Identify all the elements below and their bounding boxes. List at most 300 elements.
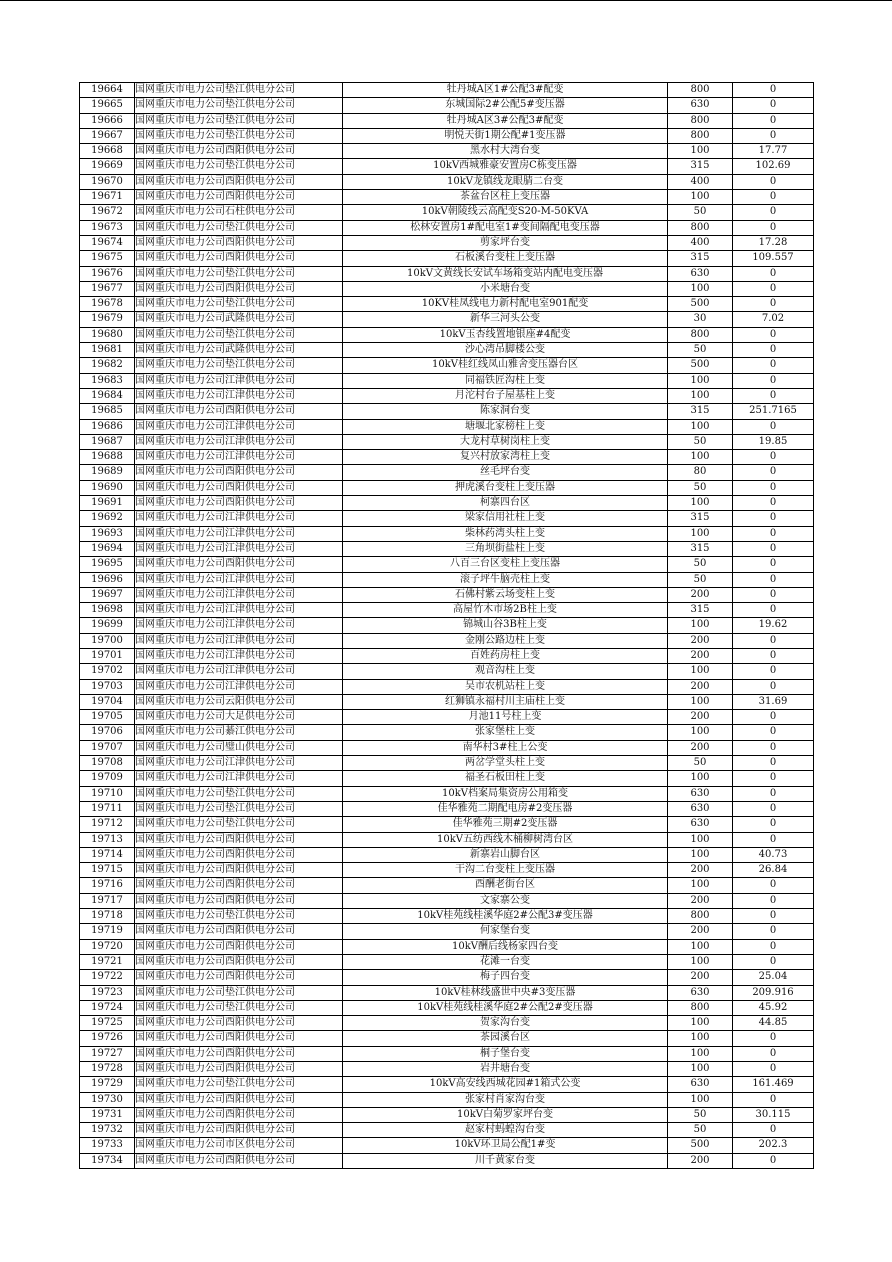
transformer-name-cell: 南华村3#柱上公变	[343, 740, 668, 755]
company-cell: 国网重庆市电力公司江津供电分公司	[135, 572, 343, 587]
row-id-cell: 19711	[80, 801, 135, 816]
company-cell: 国网重庆市电力公司酉阳供电分公司	[135, 1031, 343, 1046]
transformer-name-cell: 黑水村大湾台变	[343, 144, 668, 159]
table-row	[80, 817, 814, 832]
capacity-cell: 100	[668, 1062, 733, 1077]
company-cell: 国网重庆市电力公司江津供电分公司	[135, 664, 343, 679]
table-row	[80, 679, 814, 694]
row-id-cell: 19720	[80, 939, 135, 954]
table-row	[80, 450, 814, 465]
value-cell: 0	[733, 725, 814, 740]
company-cell: 国网重庆市电力公司云阳供电分公司	[135, 694, 343, 709]
capacity-cell: 200	[668, 863, 733, 878]
capacity-cell: 315	[668, 603, 733, 618]
table-row	[80, 1000, 814, 1015]
table-row	[80, 587, 814, 602]
company-cell: 国网重庆市电力公司江津供电分公司	[135, 587, 343, 602]
transformer-name-cell: 丝毛坪台变	[343, 465, 668, 480]
value-cell: 0	[733, 572, 814, 587]
company-cell: 国网重庆市电力公司酉阳供电分公司	[135, 404, 343, 419]
table-row	[80, 1092, 814, 1107]
transformer-name-cell: 10kV西城雅豪安置房C栋变压器	[343, 159, 668, 174]
transformer-name-cell: 红狮镇永福村川主庙柱上变	[343, 694, 668, 709]
transformer-name-cell: 石佛村紫云场变柱上变	[343, 587, 668, 602]
row-id-cell: 19698	[80, 603, 135, 618]
table-row	[80, 98, 814, 113]
table-row	[80, 557, 814, 572]
value-cell: 0	[733, 1153, 814, 1168]
table-row	[80, 786, 814, 801]
capacity-cell: 200	[668, 710, 733, 725]
table-row	[80, 572, 814, 587]
row-id-cell: 19670	[80, 174, 135, 189]
transformer-name-cell: 吴市农机站柱上变	[343, 679, 668, 694]
capacity-cell: 630	[668, 786, 733, 801]
company-cell: 国网重庆市电力公司酉阳供电分公司	[135, 465, 343, 480]
capacity-cell: 630	[668, 1077, 733, 1092]
row-id-cell: 19717	[80, 893, 135, 908]
row-id-cell: 19686	[80, 419, 135, 434]
table-row	[80, 312, 814, 327]
table-row	[80, 128, 814, 143]
row-id-cell: 19702	[80, 664, 135, 679]
company-cell: 国网重庆市电力公司江津供电分公司	[135, 679, 343, 694]
company-cell: 国网重庆市电力公司酉阳供电分公司	[135, 893, 343, 908]
value-cell: 30.115	[733, 1107, 814, 1122]
table-row	[80, 266, 814, 281]
company-cell: 国网重庆市电力公司江津供电分公司	[135, 511, 343, 526]
capacity-cell: 400	[668, 174, 733, 189]
capacity-cell: 80	[668, 465, 733, 480]
table-row	[80, 541, 814, 556]
capacity-cell: 100	[668, 496, 733, 511]
value-cell: 0	[733, 98, 814, 113]
value-cell: 0	[733, 174, 814, 189]
capacity-cell: 50	[668, 572, 733, 587]
company-cell: 国网重庆市电力公司垫江供电分公司	[135, 985, 343, 1000]
value-cell: 0	[733, 1062, 814, 1077]
transformer-name-cell: 10kV桂苑线桂溪华庭2#公配3#变压器	[343, 909, 668, 924]
company-cell: 国网重庆市电力公司大足供电分公司	[135, 710, 343, 725]
row-id-cell: 19716	[80, 878, 135, 893]
table-row	[80, 526, 814, 541]
table-row	[80, 1123, 814, 1138]
value-cell: 0	[733, 113, 814, 128]
company-cell: 国网重庆市电力公司酉阳供电分公司	[135, 863, 343, 878]
transformer-name-cell: 10kV高安线西城花园#1箱式公变	[343, 1077, 668, 1092]
row-id-cell: 19692	[80, 511, 135, 526]
row-id-cell: 19715	[80, 863, 135, 878]
table-row	[80, 297, 814, 312]
table-row	[80, 1077, 814, 1092]
transformer-name-cell: 沙心湾吊脚楼公变	[343, 343, 668, 358]
company-cell: 国网重庆市电力公司酉阳供电分公司	[135, 1092, 343, 1107]
value-cell: 0	[733, 939, 814, 954]
company-cell: 国网重庆市电力公司垫江供电分公司	[135, 909, 343, 924]
capacity-cell: 100	[668, 694, 733, 709]
capacity-cell: 500	[668, 1138, 733, 1153]
transformer-name-cell: 10kV文黄线长安试车场箱变站内配电变压器	[343, 266, 668, 281]
company-cell: 国网重庆市电力公司綦江供电分公司	[135, 725, 343, 740]
row-id-cell: 19726	[80, 1031, 135, 1046]
table-row	[80, 83, 814, 98]
table-row	[80, 1046, 814, 1061]
transformer-name-cell: 梁家信用社柱上变	[343, 511, 668, 526]
row-id-cell: 19688	[80, 450, 135, 465]
row-id-cell: 19721	[80, 954, 135, 969]
value-cell: 0	[733, 817, 814, 832]
table-row	[80, 1153, 814, 1168]
value-cell: 0	[733, 373, 814, 388]
transformer-name-cell: 10kV环卫局公配1#变	[343, 1138, 668, 1153]
row-id-cell: 19719	[80, 924, 135, 939]
capacity-cell: 100	[668, 954, 733, 969]
row-id-cell: 19669	[80, 159, 135, 174]
transformer-name-cell: 剪家坪台变	[343, 235, 668, 250]
value-cell: 44.85	[733, 1016, 814, 1031]
value-cell: 0	[733, 710, 814, 725]
row-id-cell: 19731	[80, 1107, 135, 1122]
row-id-cell: 19678	[80, 297, 135, 312]
transformer-name-cell: 10kV玉杏线置地银座#4配变	[343, 327, 668, 342]
table-row	[80, 327, 814, 342]
company-cell: 国网重庆市电力公司江津供电分公司	[135, 373, 343, 388]
company-cell: 国网重庆市电力公司酉阳供电分公司	[135, 924, 343, 939]
row-id-cell: 19687	[80, 434, 135, 449]
row-id-cell: 19694	[80, 541, 135, 556]
table-row	[80, 863, 814, 878]
company-cell: 国网重庆市电力公司酉阳供电分公司	[135, 878, 343, 893]
company-cell: 国网重庆市电力公司酉阳供电分公司	[135, 1153, 343, 1168]
value-cell: 0	[733, 648, 814, 663]
value-cell: 0	[733, 832, 814, 847]
value-cell: 0	[733, 1031, 814, 1046]
capacity-cell: 200	[668, 587, 733, 602]
transformer-name-cell: 张家村肖家沟台变	[343, 1092, 668, 1107]
capacity-cell: 100	[668, 1031, 733, 1046]
capacity-cell: 200	[668, 924, 733, 939]
table-row	[80, 480, 814, 495]
transformer-name-cell: 梅子四台变	[343, 970, 668, 985]
transformer-name-cell: 锦城山谷3B柱上变	[343, 618, 668, 633]
value-cell: 0	[733, 128, 814, 143]
transformer-name-cell: 金刚公路边柱上变	[343, 633, 668, 648]
table-row	[80, 235, 814, 250]
table-row	[80, 832, 814, 847]
capacity-cell: 100	[668, 725, 733, 740]
company-cell: 国网重庆市电力公司垫江供电分公司	[135, 327, 343, 342]
company-cell: 国网重庆市电力公司江津供电分公司	[135, 526, 343, 541]
value-cell: 0	[733, 664, 814, 679]
capacity-cell: 100	[668, 450, 733, 465]
transformer-name-cell: 10kV酬后线杨家四台变	[343, 939, 668, 954]
table-row	[80, 954, 814, 969]
transformer-table	[79, 82, 814, 1169]
transformer-name-cell: 月池11号柱上变	[343, 710, 668, 725]
capacity-cell: 800	[668, 327, 733, 342]
row-id-cell: 19667	[80, 128, 135, 143]
row-id-cell: 19696	[80, 572, 135, 587]
row-id-cell: 19712	[80, 817, 135, 832]
table-row	[80, 251, 814, 266]
row-id-cell: 19706	[80, 725, 135, 740]
transformer-name-cell: 花滩一台变	[343, 954, 668, 969]
company-cell: 国网重庆市电力公司酉阳供电分公司	[135, 847, 343, 862]
capacity-cell: 200	[668, 970, 733, 985]
transformer-name-cell: 贺家沟台变	[343, 1016, 668, 1031]
value-cell: 0	[733, 557, 814, 572]
company-cell: 国网重庆市电力公司酉阳供电分公司	[135, 144, 343, 159]
value-cell: 0	[733, 603, 814, 618]
value-cell: 0	[733, 801, 814, 816]
transformer-name-cell: 高屋竹木市场2B柱上变	[343, 603, 668, 618]
transformer-name-cell: 何家堡台变	[343, 924, 668, 939]
row-id-cell: 19695	[80, 557, 135, 572]
value-cell: 102.69	[733, 159, 814, 174]
transformer-name-cell: 八百三台区变柱上变压器	[343, 557, 668, 572]
table-row	[80, 220, 814, 235]
table-row	[80, 343, 814, 358]
capacity-cell: 100	[668, 526, 733, 541]
row-id-cell: 19729	[80, 1077, 135, 1092]
table-row	[80, 373, 814, 388]
transformer-name-cell: 赵家村蚂蝗沟台变	[343, 1123, 668, 1138]
capacity-cell: 50	[668, 557, 733, 572]
table-row	[80, 664, 814, 679]
value-cell: 19.85	[733, 434, 814, 449]
value-cell: 0	[733, 419, 814, 434]
capacity-cell: 100	[668, 1092, 733, 1107]
table-row	[80, 710, 814, 725]
company-cell: 国网重庆市电力公司酉阳供电分公司	[135, 557, 343, 572]
transformer-name-cell: 押虎溪台变柱上变压器	[343, 480, 668, 495]
table-row	[80, 358, 814, 373]
value-cell: 17.77	[733, 144, 814, 159]
capacity-cell: 315	[668, 159, 733, 174]
capacity-cell: 630	[668, 985, 733, 1000]
company-cell: 国网重庆市电力公司江津供电分公司	[135, 771, 343, 786]
transformer-name-cell: 10kV五纺西线木桶柳树湾台区	[343, 832, 668, 847]
capacity-cell: 50	[668, 480, 733, 495]
capacity-cell: 800	[668, 113, 733, 128]
company-cell: 国网重庆市电力公司江津供电分公司	[135, 603, 343, 618]
company-cell: 国网重庆市电力公司垫江供电分公司	[135, 83, 343, 98]
row-id-cell: 19705	[80, 710, 135, 725]
company-cell: 国网重庆市电力公司酉阳供电分公司	[135, 1062, 343, 1077]
company-cell: 国网重庆市电力公司垫江供电分公司	[135, 113, 343, 128]
value-cell: 0	[733, 1092, 814, 1107]
table-row	[80, 893, 814, 908]
value-cell: 0	[733, 878, 814, 893]
table-row	[80, 970, 814, 985]
company-cell: 国网重庆市电力公司江津供电分公司	[135, 541, 343, 556]
table-row	[80, 1062, 814, 1077]
transformer-name-cell: 川千黄家台变	[343, 1153, 668, 1168]
company-cell: 国网重庆市电力公司酉阳供电分公司	[135, 235, 343, 250]
row-id-cell: 19727	[80, 1046, 135, 1061]
capacity-cell: 50	[668, 1123, 733, 1138]
value-cell: 0	[733, 909, 814, 924]
capacity-cell: 500	[668, 358, 733, 373]
row-id-cell: 19690	[80, 480, 135, 495]
value-cell: 0	[733, 297, 814, 312]
capacity-cell: 100	[668, 388, 733, 403]
table-row	[80, 603, 814, 618]
company-cell: 国网重庆市电力公司酉阳供电分公司	[135, 281, 343, 296]
company-cell: 国网重庆市电力公司酉阳供电分公司	[135, 954, 343, 969]
value-cell: 202.3	[733, 1138, 814, 1153]
transformer-name-cell: 10kV桂林线盛世中央#3变压器	[343, 985, 668, 1000]
company-cell: 国网重庆市电力公司江津供电分公司	[135, 450, 343, 465]
capacity-cell: 200	[668, 893, 733, 908]
capacity-cell: 200	[668, 679, 733, 694]
table-row	[80, 434, 814, 449]
row-id-cell: 19665	[80, 98, 135, 113]
value-cell: 0	[733, 786, 814, 801]
value-cell: 17.28	[733, 235, 814, 250]
value-cell: 0	[733, 771, 814, 786]
company-cell: 国网重庆市电力公司江津供电分公司	[135, 633, 343, 648]
table-row	[80, 174, 814, 189]
company-cell: 国网重庆市电力公司酉阳供电分公司	[135, 939, 343, 954]
transformer-name-cell: 大龙村草树岗柱上变	[343, 434, 668, 449]
table-row	[80, 404, 814, 419]
value-cell: 0	[733, 954, 814, 969]
row-id-cell: 19674	[80, 235, 135, 250]
transformer-name-cell: 新华三河头公变	[343, 312, 668, 327]
table-row	[80, 694, 814, 709]
transformer-name-cell: 10kV龙镇线龙眼腈二台变	[343, 174, 668, 189]
row-id-cell: 19693	[80, 526, 135, 541]
row-id-cell: 19700	[80, 633, 135, 648]
company-cell: 国网重庆市电力公司垫江供电分公司	[135, 159, 343, 174]
row-id-cell: 19707	[80, 740, 135, 755]
capacity-cell: 50	[668, 434, 733, 449]
value-cell: 251.7165	[733, 404, 814, 419]
table-row	[80, 205, 814, 220]
capacity-cell: 100	[668, 190, 733, 205]
transformer-name-cell: 福圣石板田柱上变	[343, 771, 668, 786]
transformer-name-cell: 岩井塘台变	[343, 1062, 668, 1077]
transformer-name-cell: 10kV档案局集资房公用箱变	[343, 786, 668, 801]
transformer-name-cell: 干沟二台变柱上变压器	[343, 863, 668, 878]
row-id-cell: 19733	[80, 1138, 135, 1153]
transformer-name-cell: 文家寨公变	[343, 893, 668, 908]
capacity-cell: 50	[668, 205, 733, 220]
capacity-cell: 100	[668, 878, 733, 893]
transformer-name-cell: 10kV朝陵线云高配变S20-M-50KVA	[343, 205, 668, 220]
table-row	[80, 113, 814, 128]
row-id-cell: 19677	[80, 281, 135, 296]
transformer-name-cell: 茶园溪台区	[343, 1031, 668, 1046]
capacity-cell: 50	[668, 343, 733, 358]
value-cell: 0	[733, 450, 814, 465]
value-cell: 0	[733, 220, 814, 235]
company-cell: 国网重庆市电力公司酉阳供电分公司	[135, 1107, 343, 1122]
capacity-cell: 800	[668, 83, 733, 98]
company-cell: 国网重庆市电力公司江津供电分公司	[135, 434, 343, 449]
capacity-cell: 100	[668, 939, 733, 954]
table-row	[80, 740, 814, 755]
transformer-name-cell: 柴林药湾头柱上变	[343, 526, 668, 541]
row-id-cell: 19728	[80, 1062, 135, 1077]
row-id-cell: 19668	[80, 144, 135, 159]
transformer-name-cell: 明悦天街1期公配#1变压器	[343, 128, 668, 143]
value-cell: 7.02	[733, 312, 814, 327]
table-row	[80, 388, 814, 403]
value-cell: 0	[733, 1123, 814, 1138]
value-cell: 0	[733, 633, 814, 648]
capacity-cell: 800	[668, 909, 733, 924]
company-cell: 国网重庆市电力公司江津供电分公司	[135, 648, 343, 663]
row-id-cell: 19724	[80, 1000, 135, 1015]
value-cell: 25.04	[733, 970, 814, 985]
transformer-name-cell: 10kV桂苑线桂溪华庭2#公配2#变压器	[343, 1000, 668, 1015]
capacity-cell: 50	[668, 756, 733, 771]
company-cell: 国网重庆市电力公司酉阳供电分公司	[135, 1016, 343, 1031]
capacity-cell: 100	[668, 1046, 733, 1061]
value-cell: 40.73	[733, 847, 814, 862]
table-row	[80, 771, 814, 786]
row-id-cell: 19675	[80, 251, 135, 266]
row-id-cell: 19734	[80, 1153, 135, 1168]
row-id-cell: 19680	[80, 327, 135, 342]
company-cell: 国网重庆市电力公司垫江供电分公司	[135, 358, 343, 373]
value-cell: 0	[733, 924, 814, 939]
row-id-cell: 19676	[80, 266, 135, 281]
transformer-name-cell: 同福铁匠沟柱上变	[343, 373, 668, 388]
capacity-cell: 200	[668, 1153, 733, 1168]
table-row	[80, 648, 814, 663]
transformer-name-cell: 三角坝街盐柱上变	[343, 541, 668, 556]
transformer-name-cell: 牡丹城A区3#公配3#配变	[343, 113, 668, 128]
row-id-cell: 19722	[80, 970, 135, 985]
capacity-cell: 200	[668, 648, 733, 663]
capacity-cell: 315	[668, 404, 733, 419]
transformer-name-cell: 桐子堡台变	[343, 1046, 668, 1061]
company-cell: 国网重庆市电力公司江津供电分公司	[135, 388, 343, 403]
company-cell: 国网重庆市电力公司江津供电分公司	[135, 419, 343, 434]
table-row	[80, 939, 814, 954]
value-cell: 0	[733, 893, 814, 908]
row-id-cell: 19671	[80, 190, 135, 205]
row-id-cell: 19723	[80, 985, 135, 1000]
transformer-name-cell: 月沱村台子屋基柱上变	[343, 388, 668, 403]
company-cell: 国网重庆市电力公司酉阳供电分公司	[135, 251, 343, 266]
company-cell: 国网重庆市电力公司酉阳供电分公司	[135, 832, 343, 847]
table-row	[80, 985, 814, 1000]
row-id-cell: 19666	[80, 113, 135, 128]
capacity-cell: 200	[668, 633, 733, 648]
capacity-cell: 100	[668, 281, 733, 296]
transformer-name-cell: 酉酬老街台区	[343, 878, 668, 893]
row-id-cell: 19684	[80, 388, 135, 403]
table-row	[80, 511, 814, 526]
table-row	[80, 144, 814, 159]
capacity-cell: 800	[668, 1000, 733, 1015]
row-id-cell: 19714	[80, 847, 135, 862]
company-cell: 国网重庆市电力公司酉阳供电分公司	[135, 970, 343, 985]
value-cell: 0	[733, 587, 814, 602]
row-id-cell: 19681	[80, 343, 135, 358]
capacity-cell: 630	[668, 801, 733, 816]
transformer-name-cell: 陈家洞台变	[343, 404, 668, 419]
value-cell: 161.469	[733, 1077, 814, 1092]
company-cell: 国网重庆市电力公司垫江供电分公司	[135, 1077, 343, 1092]
row-id-cell: 19703	[80, 679, 135, 694]
row-id-cell: 19718	[80, 909, 135, 924]
row-id-cell: 19713	[80, 832, 135, 847]
